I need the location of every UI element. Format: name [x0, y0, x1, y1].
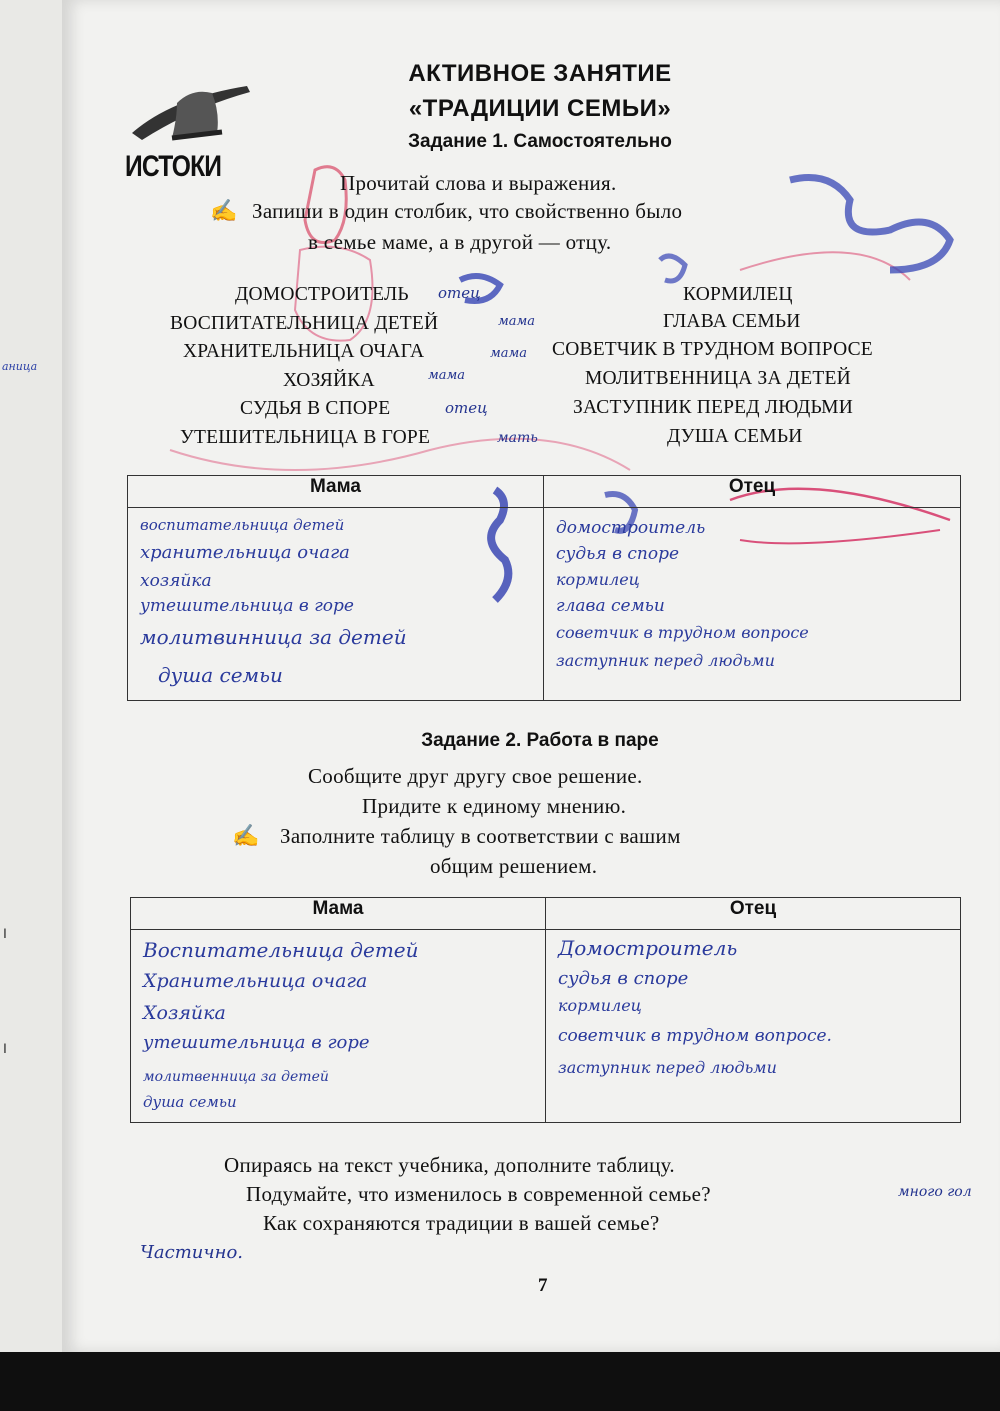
handwritten-entry: Воспитательница детей — [143, 938, 419, 962]
task2-instruction: Придите к единому мнению. — [362, 794, 627, 818]
footer-instruction: Опираясь на текст учебника, дополните таблицу. — [224, 1153, 675, 1177]
scan-background — [0, 1352, 1000, 1411]
pink-doodle — [740, 252, 910, 280]
word-item: СОВЕТЧИК В ТРУДНОМ ВОПРОСЕ — [552, 339, 873, 360]
handwritten-entry: Хозяйка — [143, 1002, 226, 1024]
word-item: ВОСПИТАТЕЛЬНИЦА ДЕТЕЙ — [170, 313, 439, 334]
handwritten-entry: утешительница в горе — [143, 1032, 370, 1053]
word-item: ХОЗЯЙКА — [283, 370, 375, 391]
task1-instruction: Запиши в один столбик, что свойственно было — [252, 199, 683, 223]
task2-heading: Задание 2. Работа в паре — [421, 730, 659, 751]
table-header-otets: Отец — [546, 898, 961, 930]
table-header-mama: Мама — [128, 476, 544, 508]
handwritten-entry: воспитательница детей — [140, 516, 345, 534]
handwritten-entry: глава семьи — [556, 596, 665, 616]
handwritten-mark: мама — [498, 314, 536, 329]
handwritten-mark: мама — [490, 346, 528, 361]
handwritten-entry: хранительница очага — [140, 542, 350, 563]
task1-heading: Задание 1. Самостоятельно — [408, 131, 672, 152]
footer-question: Как сохраняются традиции в вашей семье? — [263, 1211, 660, 1235]
handwritten-entry: заступник перед людьми — [556, 651, 775, 670]
handwritten-entry: кормилец — [556, 570, 640, 589]
handwritten-mark: мать — [497, 430, 538, 446]
section-logo: ИСТОКИ — [125, 150, 222, 183]
word-item: КОРМИЛЕЦ — [683, 284, 793, 305]
handwritten-entry: кормилец — [558, 996, 642, 1015]
edge-mark: I — [3, 1040, 7, 1056]
handwritten-entry: судья в споре — [558, 968, 689, 989]
task2-instruction: Сообщите друг другу свое решение. — [308, 764, 643, 788]
handwritten-entry: советчик в трудном вопросе. — [558, 1026, 832, 1046]
table-cell-otets — [546, 930, 961, 1123]
handwritten-entry: Домостроитель — [558, 936, 738, 960]
table-header-mama: Мама — [131, 898, 546, 930]
page-title-line2: «ТРАДИЦИИ СЕМЬИ» — [408, 95, 672, 122]
handwritten-entry: домостроитель — [556, 518, 706, 538]
task1-instruction: в семье маме, а в другой — отцу. — [308, 230, 612, 254]
bell-icon — [132, 78, 252, 148]
handwritten-entry: советчик в трудном вопросе — [556, 623, 809, 642]
handwritten-mark: отец — [445, 399, 488, 417]
table-cell-mama — [128, 508, 544, 701]
handwritten-entry: молитвенница за детей — [143, 1069, 329, 1085]
word-item: ХРАНИТЕЛЬНИЦА ОЧАГА — [183, 341, 425, 362]
handwritten-entry: утешительница в горе — [140, 596, 354, 616]
table-header-otets: Отец — [544, 476, 961, 508]
task1-instruction: Прочитай слова и выражения. — [340, 171, 617, 195]
word-item: МОЛИТВЕННИЦА ЗА ДЕТЕЙ — [585, 368, 851, 389]
handwritten-entry: душа семьи — [143, 1093, 237, 1111]
blue-scribble — [660, 256, 685, 281]
pencil-icon: ✍ — [210, 198, 238, 223]
previous-page-edge — [0, 0, 63, 1352]
table-cell-mama — [131, 930, 546, 1123]
task2-instruction: Заполните таблицу в соответствии с вашим — [280, 824, 681, 848]
handwritten-entry: Хранительница очага — [143, 970, 368, 992]
table-task2 — [130, 897, 961, 1123]
handwritten-entry: хозяйка — [140, 571, 212, 591]
word-item: ГЛАВА СЕМЬИ — [663, 311, 801, 332]
word-item: ДОМОСТРОИТЕЛЬ — [235, 284, 409, 305]
handwritten-entry: заступник перед людьми — [558, 1058, 777, 1077]
handwritten-mark: отец — [438, 284, 481, 302]
handwritten-answer: много гол — [898, 1184, 972, 1200]
table-task1 — [127, 475, 961, 701]
handwritten-mark: мама — [428, 368, 466, 383]
task2-instruction: общим решением. — [430, 854, 598, 878]
page-number: 7 — [538, 1275, 548, 1296]
page-title-line1: АКТИВНОЕ ЗАНЯТИЕ — [408, 60, 672, 87]
margin-handwriting: аница — [2, 360, 38, 373]
word-item: ДУША СЕМЬИ — [667, 426, 803, 447]
pencil-icon: ✍ — [232, 823, 260, 848]
handwritten-answer: Частично. — [140, 1242, 243, 1263]
handwritten-entry: душа семьи — [158, 663, 283, 687]
word-item: ЗАСТУПНИК ПЕРЕД ЛЮДЬМИ — [573, 397, 853, 418]
word-item: СУДЬЯ В СПОРЕ — [240, 398, 391, 419]
table-cell-otets — [544, 508, 961, 701]
handwritten-entry: судья в споре — [556, 544, 680, 564]
edge-mark: I — [3, 925, 7, 941]
word-item: УТЕШИТЕЛЬНИЦА В ГОРЕ — [180, 427, 431, 448]
footer-question: Подумайте, что изменилось в современной семье? — [246, 1182, 711, 1206]
handwritten-entry: молитвинница за детей — [140, 625, 407, 649]
